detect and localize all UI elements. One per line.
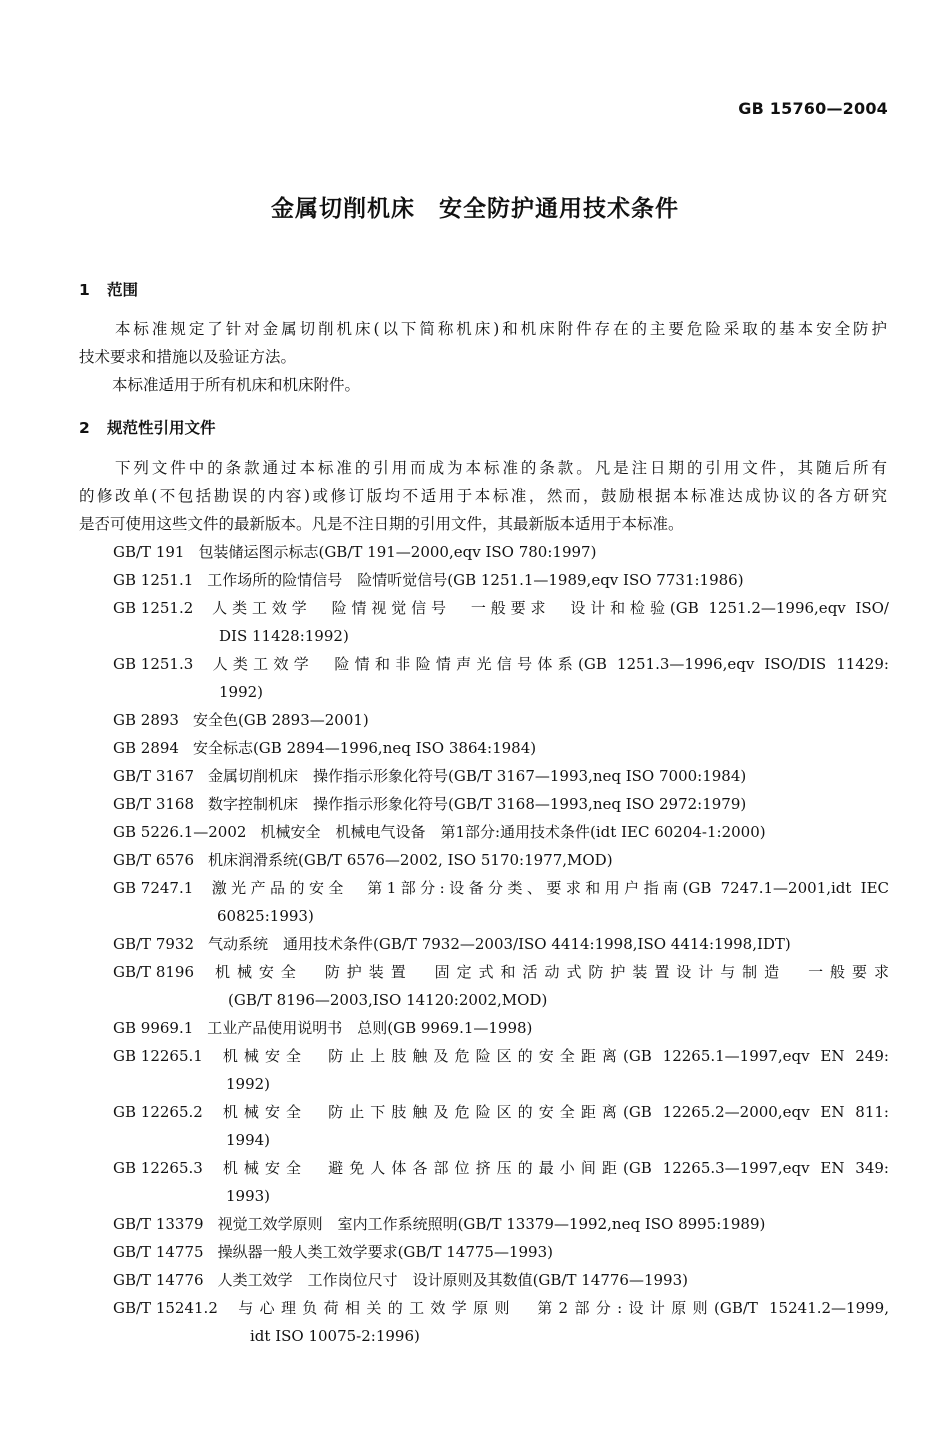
reference-text: 人类工效学 工作岗位尺寸 设计原则及其数值(GB/T 14776—1993) [217,1271,688,1289]
reference-code: GB/T 15241.2 [113,1299,218,1317]
reference-continuation: DIS 11428:1992) [219,627,349,645]
reference-code: GB 1251.2 [113,599,194,617]
reference-text: 安全标志(GB 2894—1996,neq ISO 3864:1984) [192,739,537,757]
reference-code: GB 7247.1 [113,879,194,897]
section-2-heading [79,416,216,438]
reference-item [113,818,889,846]
reference-continuation: 60825:1993) [217,907,314,925]
reference-text: 金属切削机床 操作指示形象化符号(GB/T 3167—1993,neq ISO 7000:1984) [208,767,747,785]
section-1-paragraph-2 [79,371,887,399]
section-2-intro [79,454,887,538]
reference-item [113,1098,889,1154]
reference-text: 人类工效学 险情和非险情声光信号体系(GB 1251.3—1996,eqv ISO/DIS 11429: [207,655,889,673]
reference-code: GB 9969.1 [113,1019,194,1037]
reference-code: GB/T 3167 [113,767,195,785]
section-1-heading [79,278,138,300]
reference-code: GB/T 14776 [113,1271,204,1289]
reference-code: GB/T 13379 [113,1215,204,1233]
reference-code: GB 2893 [113,711,179,729]
reference-continuation: 1993) [226,1187,271,1205]
reference-code: GB/T 6576 [113,851,195,869]
document-title: 金属切削机床 安全防护通用技术条件 [271,196,679,222]
paragraph-line: 是否可使用这些文件的最新版本。凡是不注日期的引用文件，其最新版本适用于本标准。 [79,515,684,533]
reference-text: 安全色(GB 2893—2001) [192,711,369,729]
reference-code: GB 1251.1 [113,571,194,589]
reference-text: 工作场所的险情信号 险情听觉信号(GB 1251.1—1989,eqv ISO 7731:1986) [207,571,744,589]
reference-item [113,762,889,790]
section-number: 2 [79,419,90,437]
reference-text: 工业产品使用说明书 总则(GB 9969.1—1998) [207,1019,533,1037]
reference-text: 与心理负荷相关的工效学原则 第2部分:设计原则(GB/T 15241.2—1999, [231,1299,889,1317]
reference-item [113,1154,889,1210]
reference-item [113,734,889,762]
reference-text: 包装储运图示标志(GB/T 191—2000,eqv ISO 780:1997) [198,543,597,561]
reference-code: GB/T 14775 [113,1243,204,1261]
paragraph-line: 本标准规定了针对金属切削机床(以下简称机床)和机床附件存在的主要危险采取的基本安全防护 [112,320,887,338]
reference-text: 机械安全 防护装置 固定式和活动式防护装置设计与制造 一般要求 [208,963,889,981]
reference-text: 机床润滑系统(GB/T 6576—2002, ISO 5170:1977,MOD) [208,851,613,869]
reference-continuation: 1992) [219,683,264,701]
reference-code: GB 2894 [113,739,179,757]
reference-item [113,930,889,958]
standard-number: GB 15760—2004 [738,99,888,118]
reference-code: GB 12265.1 [113,1047,203,1065]
reference-item [113,566,889,594]
reference-code: GB 12265.3 [113,1159,203,1177]
reference-item [113,1042,889,1098]
reference-text: 机械安全 机械电气设备 第1部分:通用技术条件(idt IEC 60204-1:2000) [260,823,766,841]
reference-code: GB/T 8196 [113,963,195,981]
reference-item [113,706,889,734]
reference-text: 人类工效学 险情视觉信号 一般要求 设计和检验(GB 1251.2—1996,eqv ISO/ [207,599,889,617]
section-title: 范围 [107,281,139,299]
reference-continuation: (GB/T 8196—2003,ISO 14120:2002,MOD) [228,991,548,1009]
reference-code: GB/T 191 [113,543,185,561]
reference-code: GB 12265.2 [113,1103,203,1121]
reference-item [113,874,889,930]
reference-item [113,538,889,566]
reference-item [113,1014,889,1042]
reference-code: GB 5226.1—2002 [113,823,247,841]
section-title: 规范性引用文件 [107,419,216,437]
section-number: 1 [79,281,90,299]
reference-item [113,958,889,1014]
reference-item [113,790,889,818]
reference-item [113,1210,889,1238]
paragraph-line: 的修改单(不包括勘误的内容)或修订版均不适用于本标准，然而，鼓励根据本标准达成协议的各方研究 [79,487,887,505]
reference-item [113,594,889,650]
reference-text: 数字控制机床 操作指示形象化符号(GB/T 3168—1993,neq ISO 2972:1979) [208,795,747,813]
reference-continuation: idt ISO 10075-2:1996) [250,1327,420,1345]
paragraph-line: 技术要求和措施以及验证方法。 [79,348,297,366]
reference-code: GB/T 3168 [113,795,195,813]
reference-item [113,650,889,706]
reference-continuation: 1992) [226,1075,271,1093]
reference-text: 气动系统 通用技术条件(GB/T 7932—2003/ISO 4414:1998,ISO 4414:1998,IDT) [208,935,791,953]
section-1-paragraph-1 [79,315,887,371]
reference-text: 机械安全 避免人体各部位挤压的最小间距(GB 12265.3—1997,eqv EN 349: [216,1159,889,1177]
reference-text: 操纵器一般人类工效学要求(GB/T 14775—1993) [217,1243,553,1261]
reference-text: 视觉工效学原则 室内工作系统照明(GB/T 13379—1992,neq ISO 8995:1989) [217,1215,766,1233]
reference-code: GB/T 7932 [113,935,195,953]
reference-text: 激光产品的安全 第1部分:设备分类、要求和用户指南(GB 7247.1—2001,idt IEC [207,879,889,897]
reference-item [113,1238,889,1266]
reference-text: 机械安全 防止上肢触及危险区的安全距离(GB 12265.1—1997,eqv EN 249: [216,1047,889,1065]
reference-continuation: 1994) [226,1131,271,1149]
reference-item [113,1266,889,1294]
paragraph-line: 本标准适用于所有机床和机床附件。 [112,376,361,394]
reference-text: 机械安全 防止下肢触及危险区的安全距离(GB 12265.2—2000,eqv EN 811: [216,1103,889,1121]
paragraph-line: 下列文件中的条款通过本标准的引用而成为本标准的条款。凡是注日期的引用文件，其随后所有 [112,459,887,477]
reference-code: GB 1251.3 [113,655,194,673]
reference-item [113,846,889,874]
reference-item [113,1294,889,1350]
